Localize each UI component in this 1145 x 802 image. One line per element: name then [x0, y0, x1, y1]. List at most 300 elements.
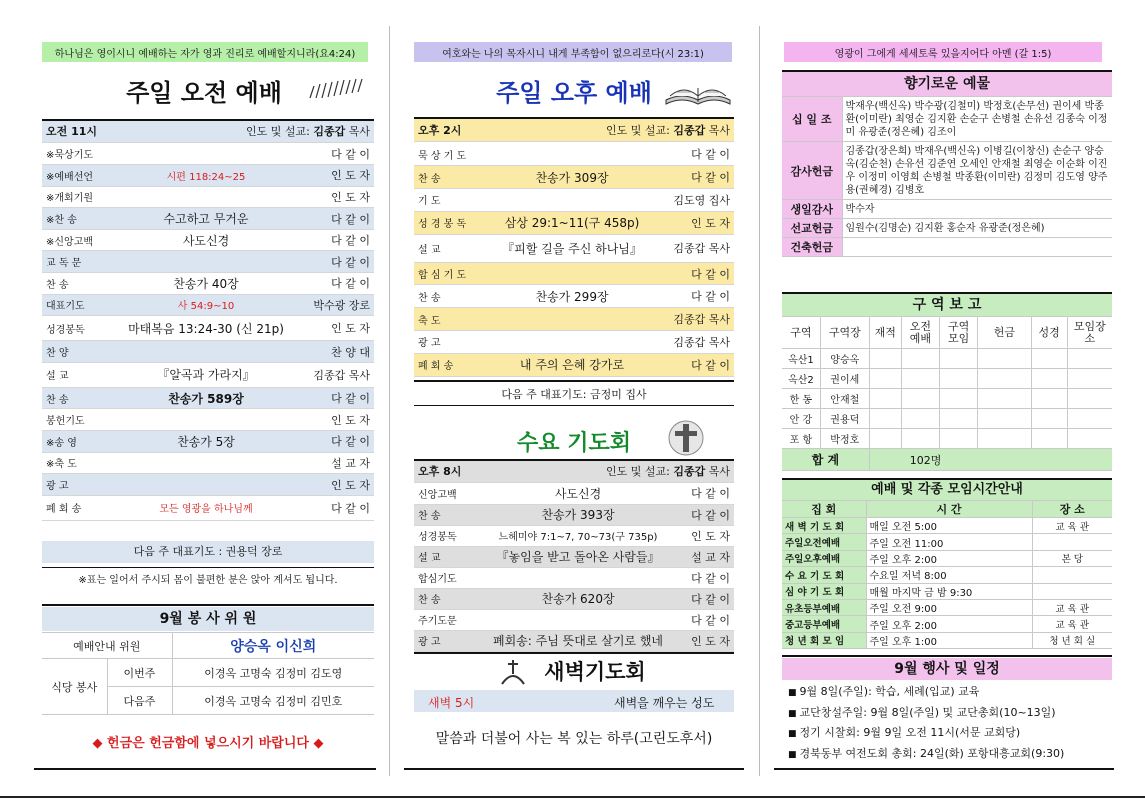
- district-cell: [978, 429, 1031, 449]
- order-content: [120, 341, 292, 363]
- order-leader: 다 같 이: [292, 143, 374, 165]
- wednesday-prayer-title: 수요 기도회: [517, 430, 631, 456]
- district-header: 재적: [869, 317, 901, 349]
- order-row: [414, 189, 734, 212]
- district-header: 구역모임: [940, 317, 978, 349]
- order-row: [414, 285, 734, 308]
- district-cell: [1067, 409, 1112, 429]
- order-content: [480, 567, 676, 588]
- rule: [774, 768, 1114, 770]
- dawn-motto: 말씀과 더불어 사는 복 있는 하루(고린도후서): [435, 731, 713, 747]
- order-row: [414, 262, 734, 285]
- order-row: [414, 588, 734, 609]
- order-content: [492, 262, 652, 285]
- meeting-time: 주일 오후 2:00: [866, 616, 1032, 632]
- service-time: 오전 11시: [42, 121, 162, 142]
- district-cell: [940, 369, 978, 389]
- meeting-place: 교 육 관: [1032, 616, 1112, 632]
- order-label: ※축 도: [42, 452, 120, 474]
- order-leader: 다 같 이: [292, 273, 374, 295]
- meeting-place: 교 육 관: [1032, 518, 1112, 534]
- meeting-row: [782, 550, 1112, 566]
- order-row: [42, 251, 374, 273]
- order-row: [414, 166, 734, 189]
- order-label: 찬 송: [414, 588, 480, 609]
- offering-names: 박재우(백신옥) 박수광(김철미) 박정호(손무선) 권이세 박종환(이미란) 최영순 김지환 손순구 손병철 손유선 김종숙 이정미 유광준(정은혜) 김조이: [842, 97, 1112, 142]
- leader-label: 인도 및 설교:: [606, 123, 670, 137]
- order-content: 삼상 29:1~11(구 458p): [492, 211, 652, 234]
- meeting-place: 본 당: [1032, 550, 1112, 566]
- meeting-row: [782, 616, 1112, 632]
- leader-name: 김종갑: [673, 123, 706, 137]
- order-row: [42, 316, 374, 341]
- order-leader: 다 같 이: [292, 251, 374, 273]
- event-item: [788, 682, 1112, 703]
- offering-type: 건축헌금: [782, 238, 842, 257]
- order-leader: 인 도 자: [652, 211, 734, 234]
- order-leader: 인 도 자: [676, 630, 734, 651]
- order-label: 성 경 봉 독: [414, 211, 492, 234]
- meeting-time: 주일 오후 2:00: [866, 550, 1032, 566]
- open-bible-icon: [662, 74, 734, 108]
- offering-names: 박수자: [842, 200, 1112, 219]
- meeting-place: 교 육 관: [1032, 599, 1112, 615]
- order-row: [42, 208, 374, 230]
- event-item: [788, 723, 1112, 744]
- afternoon-order-table: [414, 143, 734, 377]
- district-report-title: 구 역 보 고: [782, 294, 1112, 316]
- order-row: [414, 546, 734, 567]
- standing-note: ※표는 일어서 주시되 몸이 불편한 분은 앉아 계셔도 됩니다.: [78, 575, 338, 586]
- order-leader: 김도영 집사: [652, 189, 734, 212]
- district-cell: [1067, 369, 1112, 389]
- district-cell: [1067, 429, 1112, 449]
- offering-names: 임원수(김명순) 김지환 홍순자 유광준(정은혜): [842, 219, 1112, 238]
- district-total-row: [782, 449, 1112, 471]
- next-week-label: 다음주: [107, 687, 172, 715]
- service-committee-table: [42, 632, 374, 715]
- afternoon-service-header: [414, 119, 734, 142]
- order-row: [414, 234, 734, 262]
- district-header: 구역장: [820, 317, 869, 349]
- leader-title: 목사: [708, 465, 730, 479]
- cross-icon: [660, 418, 712, 458]
- usher-names: 양승옥 이신희: [172, 633, 374, 659]
- order-leader: 다 같 이: [292, 431, 374, 453]
- order-label: ※예배선언: [42, 165, 120, 187]
- meeting-time: 수요일 저녁 8:00: [866, 567, 1032, 583]
- meeting-schedule-table: [782, 500, 1112, 649]
- event-text: 정기 시찰회: 9월 9일 오전 11시(서문 교회당): [799, 726, 1021, 739]
- district-leader: 박정호: [820, 429, 869, 449]
- order-content: 찬송가 589장: [120, 387, 292, 409]
- offering-row: [782, 238, 1112, 257]
- wednesday-order-table: [414, 483, 734, 652]
- morning-order-table: [42, 143, 374, 521]
- order-content: 사도신경: [120, 229, 292, 251]
- district-cell: [978, 369, 1031, 389]
- order-label: 광 고: [414, 331, 492, 354]
- order-leader: 다 같 이: [652, 262, 734, 285]
- district-cell: [869, 389, 901, 409]
- district-cell: [901, 409, 939, 429]
- meeting-name: 심 야 기 도 회: [782, 583, 866, 599]
- district-row: [782, 389, 1112, 409]
- total-value: 102명: [869, 449, 1112, 471]
- order-row: [414, 525, 734, 546]
- meeting-schedule-title: 예배 및 각종 모임시간안내: [782, 480, 1112, 500]
- rule: [414, 380, 734, 382]
- order-content: [120, 474, 292, 496]
- order-label: 찬 송: [414, 504, 480, 525]
- offering-type: 십 일 조: [782, 97, 842, 142]
- rule: [42, 567, 374, 568]
- order-label: ※신앙고백: [42, 229, 120, 251]
- meeting-time: 매월 마지막 금 밤 9:30: [866, 583, 1032, 599]
- order-content: 찬송가 40장: [120, 273, 292, 295]
- column-divider: [759, 26, 760, 776]
- order-row: [42, 186, 374, 208]
- order-content: [492, 331, 652, 354]
- order-row: [42, 474, 374, 496]
- district-cell: [940, 349, 978, 369]
- order-label: 폐 회 송: [414, 353, 492, 376]
- offering-table: [782, 96, 1112, 257]
- order-label: 설 교: [414, 234, 492, 262]
- order-leader: 다 같 이: [676, 609, 734, 630]
- meeting-place: [1032, 534, 1112, 550]
- leader-label: 인도 및 설교:: [606, 465, 670, 479]
- district-cell: [978, 389, 1031, 409]
- order-leader: 김종갑 목사: [292, 362, 374, 387]
- order-content: 찬송가 620장: [480, 588, 676, 609]
- meeting-place: [1032, 583, 1112, 599]
- order-content: 찬송가 309장: [492, 166, 652, 189]
- service-committee-title: 9월 봉 사 위 원: [42, 607, 374, 631]
- order-leader: 설 교 자: [292, 452, 374, 474]
- order-content: 내 주의 은혜 강가로: [492, 353, 652, 376]
- event-text: 교단창설주일: 9월 8일(주일) 및 교단총회(10~13일): [799, 705, 1056, 719]
- leader-name: 김종갑: [673, 465, 706, 479]
- district-name: 안 강: [782, 409, 820, 429]
- district-cell: [940, 409, 978, 429]
- order-content: 찬송가 299장: [492, 285, 652, 308]
- district-header: 모임장소: [1067, 317, 1112, 349]
- wednesday-header: [414, 461, 734, 483]
- district-name: 옥산1: [782, 349, 820, 369]
- kitchen-label: 식당 봉사: [42, 659, 107, 715]
- district-header: 헌금: [978, 317, 1031, 349]
- order-label: 광 고: [42, 474, 120, 496]
- scripture-banner: 여호와는 나의 목자시니 내게 부족함이 없으리로다(시 23:1): [414, 42, 732, 62]
- district-row: [782, 349, 1112, 369]
- order-content: 『피할 길을 주신 하나님』: [492, 234, 652, 262]
- order-content: [480, 609, 676, 630]
- order-leader: 다 같 이: [652, 285, 734, 308]
- order-label: 묵 상 기 도: [414, 143, 492, 166]
- order-content: [492, 308, 652, 331]
- offering-type: 선교헌금: [782, 219, 842, 238]
- meeting-name: 유초등부예배: [782, 599, 866, 615]
- event-text: 9월 8일(주일): 학습, 세례(입교) 교육: [799, 685, 980, 698]
- order-label: 찬 양: [42, 341, 120, 363]
- meeting-place: 청 년 회 실: [1032, 632, 1112, 648]
- order-label: ※찬 송: [42, 208, 120, 230]
- order-row: [42, 273, 374, 295]
- district-cell: [901, 349, 939, 369]
- order-content: [492, 189, 652, 212]
- order-label: 찬 송: [42, 387, 120, 409]
- order-leader: 다 같 이: [652, 353, 734, 376]
- order-label: 성경봉독: [414, 525, 480, 546]
- order-content: [120, 186, 292, 208]
- offering-section-title: 향기로운 예물: [782, 72, 1112, 96]
- order-row: [42, 495, 374, 520]
- rule: [404, 768, 744, 770]
- order-row: [414, 308, 734, 331]
- order-row: [414, 483, 734, 504]
- order-row: [414, 567, 734, 588]
- meeting-row: [782, 534, 1112, 550]
- meeting-row: [782, 583, 1112, 599]
- order-label: ※송 영: [42, 431, 120, 453]
- order-row: [414, 630, 734, 651]
- next-week-prayer: 다음 주 대표기도 : 권용덕 장로: [42, 541, 374, 563]
- meeting-header: 집 회: [782, 501, 866, 518]
- district-report-table: [782, 316, 1112, 471]
- service-time: 오후 8시: [414, 461, 524, 482]
- order-row: [42, 387, 374, 409]
- offering-row: [782, 142, 1112, 200]
- meeting-name: 새 벽 기 도 회: [782, 518, 866, 534]
- district-cell: [1067, 349, 1112, 369]
- district-leader: 권이세: [820, 369, 869, 389]
- order-leader: 김종갑 목사: [652, 234, 734, 262]
- order-leader: 인 도 자: [292, 474, 374, 496]
- meeting-row: [782, 518, 1112, 534]
- bullet-icon: ■: [788, 749, 797, 760]
- order-row: [414, 353, 734, 376]
- event-text: 경북동부 여전도회 총회: 24일(화) 포항대흥교회(9:30): [799, 746, 1065, 760]
- order-row: [42, 431, 374, 453]
- order-content: 『놓임을 받고 돌아온 사람들』: [480, 546, 676, 567]
- order-label: 신앙고백: [414, 483, 480, 504]
- meeting-header-row: [782, 501, 1112, 518]
- order-leader: 인 도 자: [676, 525, 734, 546]
- offering-type: 생일감사: [782, 200, 842, 219]
- district-header: 성경: [1031, 317, 1067, 349]
- meeting-header: 장 소: [1032, 501, 1112, 518]
- district-leader: 양승옥: [820, 349, 869, 369]
- order-label: 축 도: [414, 308, 492, 331]
- order-label: ※개회기원: [42, 186, 120, 208]
- order-content: 찬송가 5장: [120, 431, 292, 453]
- order-leader: 김종갑 목사: [652, 331, 734, 354]
- order-row: [42, 409, 374, 431]
- order-leader: 다 같 이: [292, 387, 374, 409]
- order-content: [492, 143, 652, 166]
- order-content: 『알곡과 가라지』: [120, 362, 292, 387]
- district-cell: [901, 389, 939, 409]
- events-title: 9월 행사 및 일정: [782, 658, 1112, 680]
- district-cell: [940, 389, 978, 409]
- order-leader: 인 도 자: [292, 165, 374, 187]
- order-leader: 인 도 자: [292, 186, 374, 208]
- order-leader: 인 도 자: [292, 316, 374, 341]
- meeting-row: [782, 567, 1112, 583]
- meeting-name: 주일오전예배: [782, 534, 866, 550]
- district-cell: [869, 369, 901, 389]
- service-time: 오후 2시: [414, 119, 524, 141]
- morning-service-header: [42, 121, 374, 143]
- district-cell: [1031, 409, 1067, 429]
- order-leader: 다 같 이: [676, 588, 734, 609]
- leader-name: 김종갑: [313, 125, 346, 139]
- order-row: [42, 452, 374, 474]
- district-row: [782, 409, 1112, 429]
- district-name: 한 동: [782, 389, 820, 409]
- district-cell: [869, 409, 901, 429]
- morning-service-title: 주일 오전 예배: [126, 78, 282, 107]
- this-week-names: 이경옥 고명숙 김정미 김도영: [172, 659, 374, 687]
- district-cell: [1031, 369, 1067, 389]
- order-content: 사 54:9~10: [120, 294, 292, 316]
- district-name: 포 항: [782, 429, 820, 449]
- district-cell: [901, 429, 939, 449]
- meeting-name: 주일오후예배: [782, 550, 866, 566]
- meeting-name: 중고등부예배: [782, 616, 866, 632]
- district-cell: [1031, 349, 1067, 369]
- order-label: 주기도문: [414, 609, 480, 630]
- rule: [414, 652, 734, 654]
- meeting-header: 시 간: [866, 501, 1032, 518]
- order-content: 사도신경: [480, 483, 676, 504]
- offering-names: [842, 238, 1112, 257]
- bullet-icon: ■: [788, 708, 797, 719]
- order-row: [42, 143, 374, 165]
- offering-type: 감사헌금: [782, 142, 842, 200]
- dawn-prayer-title: 새벽기도회: [544, 660, 646, 684]
- district-cell: [901, 369, 939, 389]
- order-label: ※묵상기도: [42, 143, 120, 165]
- order-label: 찬 송: [414, 285, 492, 308]
- order-content: 시편 118:24~25: [120, 165, 292, 187]
- order-content: [120, 251, 292, 273]
- meeting-place: [1032, 567, 1112, 583]
- order-row: [414, 331, 734, 354]
- order-row: [42, 229, 374, 251]
- order-content: [120, 452, 292, 474]
- order-row: [414, 211, 734, 234]
- order-content: 느헤미야 7:1~7, 70~73(구 735p): [480, 525, 676, 546]
- total-label: 합 계: [782, 449, 869, 471]
- bullet-icon: ■: [788, 688, 797, 698]
- order-leader: 다 같 이: [676, 504, 734, 525]
- meeting-row: [782, 632, 1112, 648]
- offering-names: 김종갑(장은희) 박재우(백신옥) 이병길(이창신) 손순구 양승옥(김순천) 손유선 김준연 오세인 안재철 최영순 이순화 이진우 이정미 이영희 손병철 박종환(이미란) 김정미 김도영 양주용(권혜경) 김병호: [842, 142, 1112, 200]
- order-label: 봉헌기도: [42, 409, 120, 431]
- district-cell: [1031, 429, 1067, 449]
- leader-title: 목사: [708, 123, 730, 137]
- order-leader: 다 같 이: [652, 143, 734, 166]
- announcements-column: [774, 0, 1114, 802]
- order-row: [42, 294, 374, 316]
- event-item: [788, 744, 1112, 765]
- district-cell: [869, 349, 901, 369]
- rule: [42, 604, 374, 606]
- order-leader: 박수광 장로: [292, 294, 374, 316]
- district-row: [782, 429, 1112, 449]
- bullet-icon: ■: [788, 729, 797, 739]
- district-cell: [978, 409, 1031, 429]
- rule: [414, 405, 734, 406]
- order-row: [42, 165, 374, 187]
- scripture-banner: 하나님은 영이시니 예배하는 자가 영과 진리로 예배할지니라(요4:24): [42, 42, 368, 62]
- order-content: 찬송가 393장: [480, 504, 676, 525]
- meeting-name: 수 요 기 도 회: [782, 567, 866, 583]
- dawn-description: 새벽을 깨우는 성도: [614, 696, 715, 710]
- order-leader: 다 같 이: [676, 483, 734, 504]
- order-label: 대표기도: [42, 294, 120, 316]
- this-week-label: 이번주: [107, 659, 172, 687]
- district-cell: [978, 349, 1031, 369]
- order-row: [414, 609, 734, 630]
- order-leader: 인 도 자: [292, 409, 374, 431]
- district-header: 오전예배: [901, 317, 939, 349]
- meeting-time: 매일 오전 5:00: [866, 518, 1032, 534]
- usher-label: 예배안내 위원: [42, 633, 172, 659]
- district-cell: [869, 429, 901, 449]
- events-list: [788, 682, 1112, 764]
- order-label: 설 교: [42, 362, 120, 387]
- leader-title: 목사: [348, 125, 370, 139]
- meeting-row: [782, 599, 1112, 615]
- order-label: 기 도: [414, 189, 492, 212]
- offering-note: ◆ 헌금은 헌금함에 넣으시기 바랍니다 ◆: [92, 736, 324, 751]
- district-header-row: [782, 317, 1112, 349]
- district-row: [782, 369, 1112, 389]
- district-leader: 안재철: [820, 389, 869, 409]
- order-label: 찬 송: [414, 166, 492, 189]
- order-content: [120, 409, 292, 431]
- rule: [34, 768, 376, 770]
- order-label: 찬 송: [42, 273, 120, 295]
- next-week-prayer: 다음 주 대표기도: 금정미 집사: [501, 388, 647, 401]
- district-leader: 권용덕: [820, 409, 869, 429]
- meeting-time: 주일 오전 11:00: [866, 534, 1032, 550]
- order-leader: 찬 양 대: [292, 341, 374, 363]
- rule: [782, 655, 1112, 657]
- meeting-time: 주일 오후 1:00: [866, 632, 1032, 648]
- order-row: [414, 504, 734, 525]
- order-label: 합 심 기 도: [414, 262, 492, 285]
- order-content: 폐회송: 주님 뜻대로 살기로 했네: [480, 630, 676, 651]
- praying-cross-icon: [498, 658, 528, 686]
- order-leader: 김종갑 목사: [652, 308, 734, 331]
- order-label: 설 교: [414, 546, 480, 567]
- district-header: 구역: [782, 317, 820, 349]
- order-leader: 다 같 이: [292, 495, 374, 520]
- event-item: [788, 703, 1112, 724]
- column-divider: [389, 26, 390, 776]
- order-row: [414, 143, 734, 166]
- leader-label: 인도 및 설교:: [246, 125, 310, 139]
- order-content: 모든 영광을 하나님께: [120, 495, 292, 520]
- piano-keys-icon: [306, 74, 366, 104]
- morning-service-column: [34, 0, 374, 802]
- afternoon-service-title: 주일 오후 예배: [496, 78, 652, 107]
- order-leader: 다 같 이: [292, 229, 374, 251]
